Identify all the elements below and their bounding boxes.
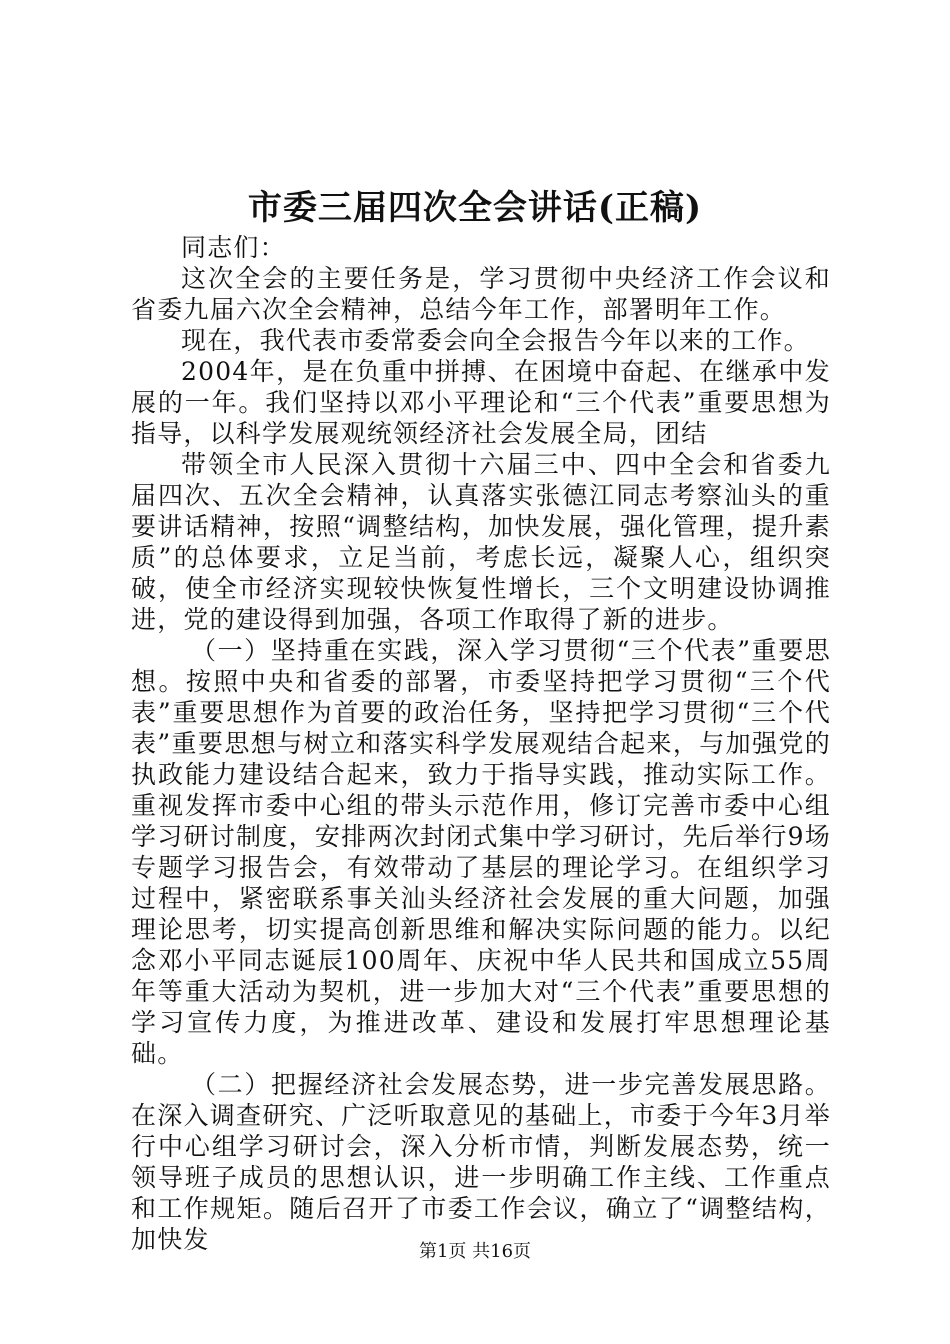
page-number-footer: 第1页 共16页 (418, 1241, 532, 1262)
section-paragraph: （二）把握经济社会发展态势，进一步完善发展思路。在深入调查研究、广泛听取意见的基础上，市委于今年3月举行中心组学习研讨会，深入分析市情，判断发展态势，统一领导班子成员的思想认识，进一步明确工作主线、工作重点和工作规矩。随后召开了市委工作会议，确立了“调整结构，加快发 (131, 1070, 831, 1254)
body-paragraph: 这次全会的主要任务是，学习贯彻中央经济工作会议和省委九届六次全会精神，总结今年工作，部署明年工作。 (131, 264, 831, 324)
section-paragraph: （一）坚持重在实践，深入学习贯彻“三个代表”重要思想。按照中央和省委的部署，市委坚持把学习贯彻“三个代表”重要思想作为首要的政治任务，坚持把学习贯彻“三个代表”重要思想与树立和落实科学发展观结合起来，与加强党的执政能力建设结合起来，致力于指导实践，推动实际工作。重视发挥市委中心组的带头示范作用，修订完善市委中心组学习研讨制度，安排两次封闭式集中学习研讨，先后举行9场专题学习报告会，有效带动了基层的理论学习。在组织学习过程中，紧密联系事关汕头经济社会发展的重大问题，加强理论思考，切实提高创新思维和解决实际问题的能力。以纪念邓小平同志诞辰100周年、庆祝中华人民共和国成立55周年等重大活动为契机，进一步加大对“三个代表”重要思想的学习宣传力度，为推进改革、建设和发展打牢思想理论基础。 (131, 636, 831, 1068)
document-title: 市委三届四次全会讲话(正稿) (247, 188, 703, 228)
document-body (131, 232, 831, 1255)
salutation-paragraph: 同志们： (181, 233, 286, 262)
body-paragraph: 现在，我代表市委常委会向全会报告今年以来的工作。 (181, 326, 810, 355)
body-paragraph: 2004年，是在负重中拼搏、在困境中奋起、在继承中发展的一年。我们坚持以邓小平理论和“三个代表”重要思想为指导，以科学发展观统领经济社会发展全局，团结 (131, 357, 831, 448)
body-paragraph: 带领全市人民深入贯彻十六届三中、四中全会和省委九届四次、五次全会精神，认真落实张德江同志考察汕头的重要讲话精神，按照“调整结构，加快发展，强化管理，提升素质”的总体要求，立足当前，考虑长远，凝聚人心，组织突破，使全市经济实现较快恢复性增长，三个文明建设协调推进，党的建设得到加强，各项工作取得了新的进步。 (131, 450, 831, 634)
